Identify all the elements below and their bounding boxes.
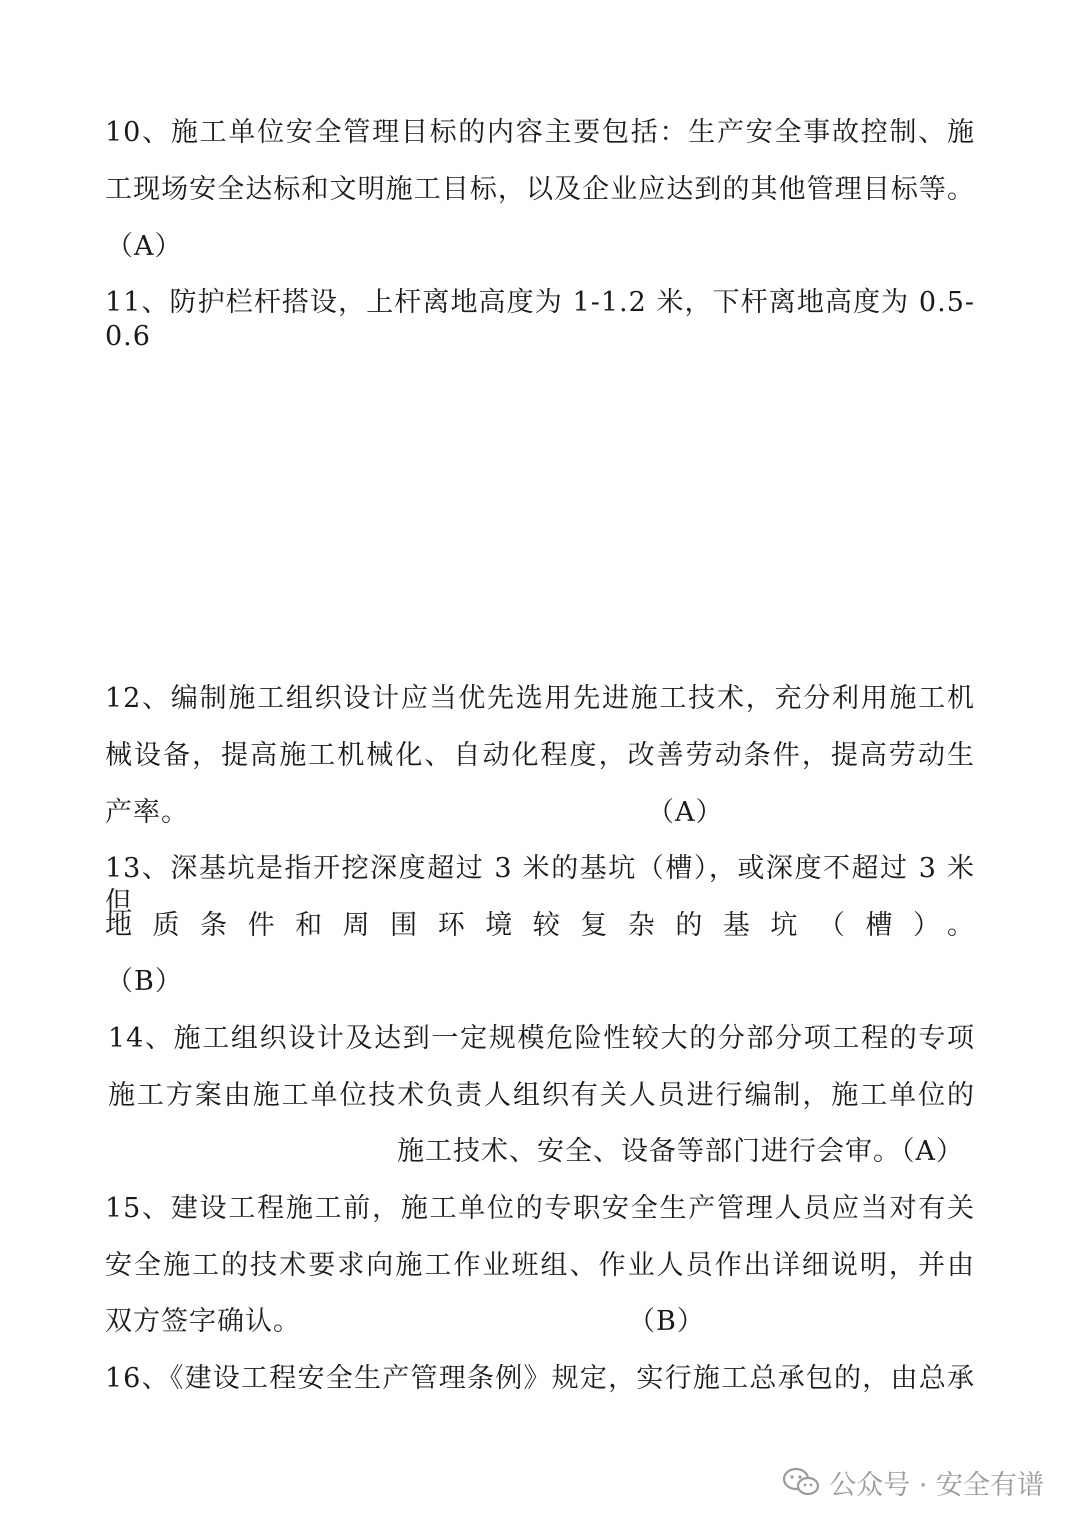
q15-line-2: 安全施工的技术要求向施工作业班组、作业人员作出详细说明，并由 <box>105 1250 975 1281</box>
q14-line-2: 施工方案由施工单位技术负责人组织有关人员进行编制，施工单位的 <box>108 1080 975 1111</box>
q16-line-1: 16、《建设工程安全生产管理条例》规定，实行施工总承包的，由总承 <box>105 1363 975 1394</box>
q15-line-1: 15、建设工程施工前，施工单位的专职安全生产管理人员应当对有关 <box>105 1193 975 1224</box>
q12-line-1: 12、编制施工组织设计应当优先选用先进施工技术，充分利用施工机 <box>105 683 975 714</box>
watermark-text: 公众号 · 安全有谱 <box>829 1469 1044 1501</box>
q10-line-2: 工现场安全达标和文明施工目标，以及企业应达到的其他管理目标等。 <box>105 174 975 205</box>
q12-line-3: 产率。 <box>105 797 189 828</box>
q10-answer: （A） <box>106 231 183 262</box>
q11-line-1: 11、防护栏杆搭设，上杆离地高度为 1-1.2 米，下杆离地高度为 0.5-0.6 <box>105 287 975 352</box>
q14-line-1: 14、施工组织设计及达到一定规模危险性较大的分部分项工程的专项 <box>108 1023 975 1054</box>
q13-answer: （B） <box>106 966 183 997</box>
q12-answer: （A） <box>647 797 724 828</box>
q15-answer: （B） <box>628 1306 705 1337</box>
q14-line-3: 施工技术、安全、设备等部门进行会审。（A） <box>397 1136 964 1167</box>
q10-line-1: 10、施工单位安全管理目标的内容主要包括：生产安全事故控制、施 <box>105 117 975 148</box>
watermark <box>781 1462 1044 1502</box>
q13-line-2: 地质条件和周围环境较复杂的基坑（槽）。 <box>105 910 975 941</box>
wechat-icon <box>781 1466 821 1498</box>
q13-line-1: 13、深基坑是指开挖深度超过 3 米的基坑（槽），或深度不超过 3 米但 <box>105 853 975 918</box>
q12-line-2: 械设备，提高施工机械化、自动化程度，改善劳动条件，提高劳动生 <box>105 740 975 771</box>
q15-line-3: 双方签字确认。 <box>105 1306 301 1337</box>
